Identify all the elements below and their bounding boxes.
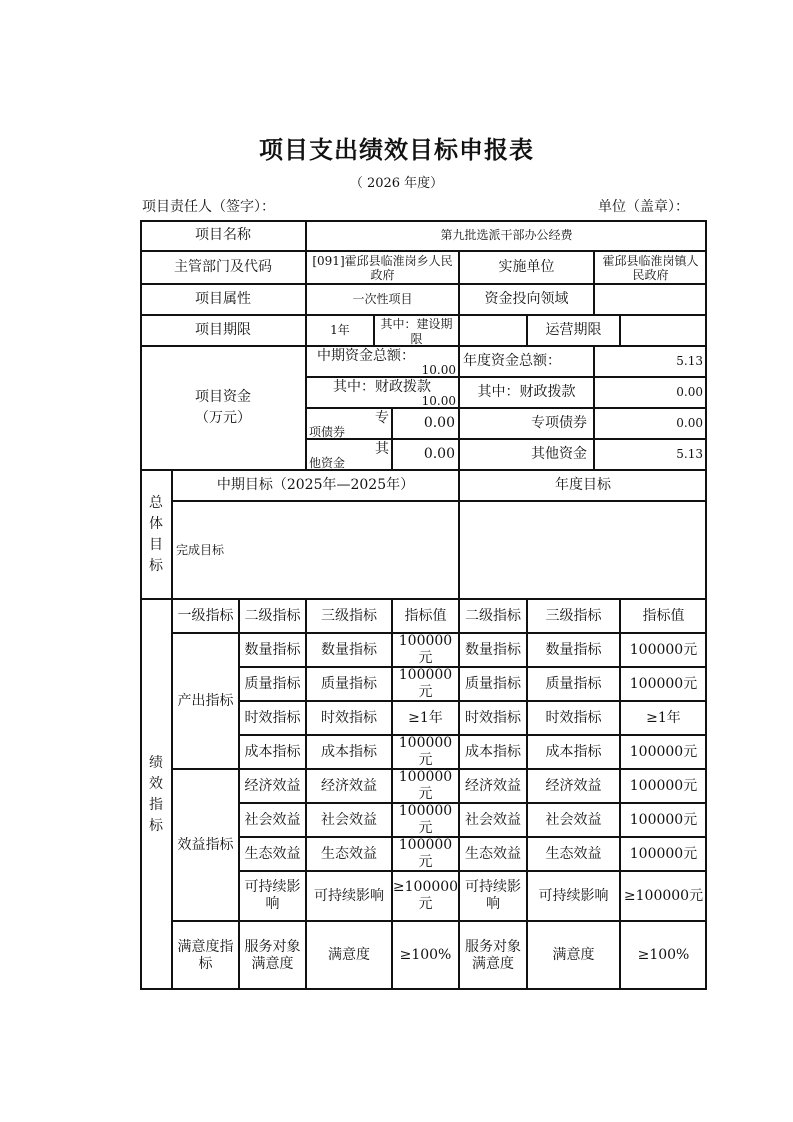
build-period-value [459,315,527,346]
year-goal-header: 年度目标 [459,470,707,501]
attr-value: 一次性项目 [306,284,459,315]
goals-side-char: 体 [149,515,163,532]
year-other-label: 其他资金 [459,439,594,470]
goals-side-char: 目 [149,536,163,553]
mid-fiscal-label: 其中：财政拨款 [333,379,431,395]
indicator-level2-year: 服务对象满意度 [459,921,527,990]
year-fiscal-value: 0.00 [594,377,707,408]
year-other-value: 5.13 [594,439,707,470]
mid-goal-header: 中期目标（2025年—2025年） [172,470,459,501]
indicator-level3: 数量指标 [306,633,392,667]
indicator-level2-year: 生态效益 [459,837,527,871]
indicator-value: 100000元 [392,735,459,769]
funds-label-line1: 项目资金 [195,389,251,405]
header-level3: 三级指标 [306,599,392,633]
indicator-value-year: 100000元 [620,769,707,803]
header-level1: 一级指标 [172,599,239,633]
operate-period-label: 运营期限 [527,315,620,346]
invest-label: 资金投向领域 [459,284,594,315]
responsible-signature-label: 项目责任人（签字）： [142,199,275,215]
period-value: 1年 [306,315,374,346]
indicator-level2: 数量指标 [239,633,306,667]
indicator-value-year: ≥100% [620,921,707,990]
indicators-side-char: 指 [149,796,163,813]
indicator-level3: 质量指标 [306,667,392,701]
indicator-value: 100000元 [392,633,459,667]
mid-bond-label-cell [306,408,392,439]
page-title: 项目支出绩效目标申报表 [259,135,534,164]
header-level3-year: 三级指标 [527,599,620,633]
indicator-value-year: 100000元 [620,837,707,871]
indicator-level2: 生态效益 [239,837,306,871]
indicator-level3: 成本指标 [306,735,392,769]
header-value-year: 指标值 [620,599,707,633]
indicators-side-char: 效 [149,775,163,792]
mid-goal-text: 完成目标 [172,501,459,599]
indicator-level2-year: 时效指标 [459,701,527,735]
mid-other-label-b: 他资金 [309,456,346,470]
indicator-level2-year: 质量指标 [459,667,527,701]
indicator-level3: 社会效益 [306,803,392,837]
goals-side-char: 标 [149,557,163,574]
year-bond-value: 0.00 [594,408,707,439]
indicator-level2-year: 数量指标 [459,633,527,667]
funds-label [140,346,306,470]
invest-value [594,284,707,315]
indicator-value: ≥100% [392,921,459,990]
dept-label: 主管部门及代码 [140,251,306,284]
indicator-level3-year: 社会效益 [527,803,620,837]
indicator-level2: 质量指标 [239,667,306,701]
indicator-value-year: 100000元 [620,803,707,837]
header-level2: 二级指标 [239,599,306,633]
project-name-value: 第九批选派干部办公经费 [306,220,707,251]
indicator-level3: 可持续影响 [306,871,392,921]
indicator-level3-year: 数量指标 [527,633,620,667]
indicator-level2-year: 可持续影响 [459,871,527,921]
indicator-level3-year: 经济效益 [527,769,620,803]
impl-value: 霍邱县临淮岗镇人民政府 [594,251,707,284]
mid-total-cell [306,346,459,377]
year-goal-text [459,501,707,599]
indicator-level2-year: 社会效益 [459,803,527,837]
dept-value: [091]霍邱县临淮岗乡人民政府 [306,251,459,284]
indicator-value-year: 100000元 [620,667,707,701]
mid-total-value: 10.00 [421,363,456,377]
indicator-value-year: ≥1年 [620,701,707,735]
mid-total-label: 中期资金总额： [317,348,415,364]
indicator-level3-year: 成本指标 [527,735,620,769]
group-output-label: 产出指标 [172,633,239,769]
indicator-level2-year: 经济效益 [459,769,527,803]
mid-other-value: 0.00 [392,439,459,470]
goals-side-char: 总 [149,494,163,511]
indicator-level2: 经济效益 [239,769,306,803]
performance-indicators-side-label [140,599,172,990]
year-total-value: 5.13 [594,346,707,377]
indicator-value: 100000元 [392,769,459,803]
header-value: 指标值 [392,599,459,633]
group-satisfaction-label: 满意度指标 [172,921,239,990]
attr-label: 项目属性 [140,284,306,315]
mid-bond-label-b: 项债券 [309,425,346,439]
funds-label-line2: （万元） [195,410,251,426]
operate-period-value [620,315,707,346]
year-fiscal-label: 其中：财政拨款 [459,377,594,408]
build-period-label: 其中：建设期限 [374,315,459,346]
mid-bond-value: 0.00 [392,408,459,439]
header-level2-year: 二级指标 [459,599,527,633]
indicator-level2: 可持续影响 [239,871,306,921]
project-name-label: 项目名称 [140,220,306,251]
year-label: （ 2026 年度） [349,176,444,191]
indicator-level2-year: 成本指标 [459,735,527,769]
indicator-level3: 生态效益 [306,837,392,871]
year-total-label: 年度资金总额： [459,346,594,377]
indicator-level2: 时效指标 [239,701,306,735]
indicator-level3: 经济效益 [306,769,392,803]
mid-fiscal-value: 10.00 [421,394,456,408]
mid-other-label-cell [306,439,392,470]
mid-other-label-a: 其 [375,441,389,457]
indicator-level3: 满意度 [306,921,392,990]
group-benefit-label: 效益指标 [172,769,239,921]
overall-goals-side-label [140,470,172,599]
mid-fiscal-cell [306,377,459,408]
indicator-level2: 服务对象满意度 [239,921,306,990]
indicator-value: 100000元 [392,667,459,701]
indicator-value-year: 100000元 [620,735,707,769]
indicator-level3-year: 时效指标 [527,701,620,735]
indicator-level2: 成本指标 [239,735,306,769]
indicator-value: 100000元 [392,803,459,837]
indicator-value: ≥1年 [392,701,459,735]
indicator-level3-year: 满意度 [527,921,620,990]
indicators-side-char: 标 [149,817,163,834]
year-bond-label: 专项债券 [459,408,594,439]
unit-seal-label: 单位（盖章）： [598,199,689,215]
indicator-value-year: ≥100000元 [620,871,707,921]
indicator-level2: 社会效益 [239,803,306,837]
indicator-level3-year: 生态效益 [527,837,620,871]
indicator-level3: 时效指标 [306,701,392,735]
impl-label: 实施单位 [459,251,594,284]
indicator-value-year: 100000元 [620,633,707,667]
indicators-side-char: 绩 [149,754,163,771]
period-label: 项目期限 [140,315,306,346]
indicator-level3-year: 可持续影响 [527,871,620,921]
indicator-value: ≥100000元 [392,871,459,921]
mid-bond-label-a: 专 [375,410,389,426]
indicator-value: 100000元 [392,837,459,871]
indicator-level3-year: 质量指标 [527,667,620,701]
